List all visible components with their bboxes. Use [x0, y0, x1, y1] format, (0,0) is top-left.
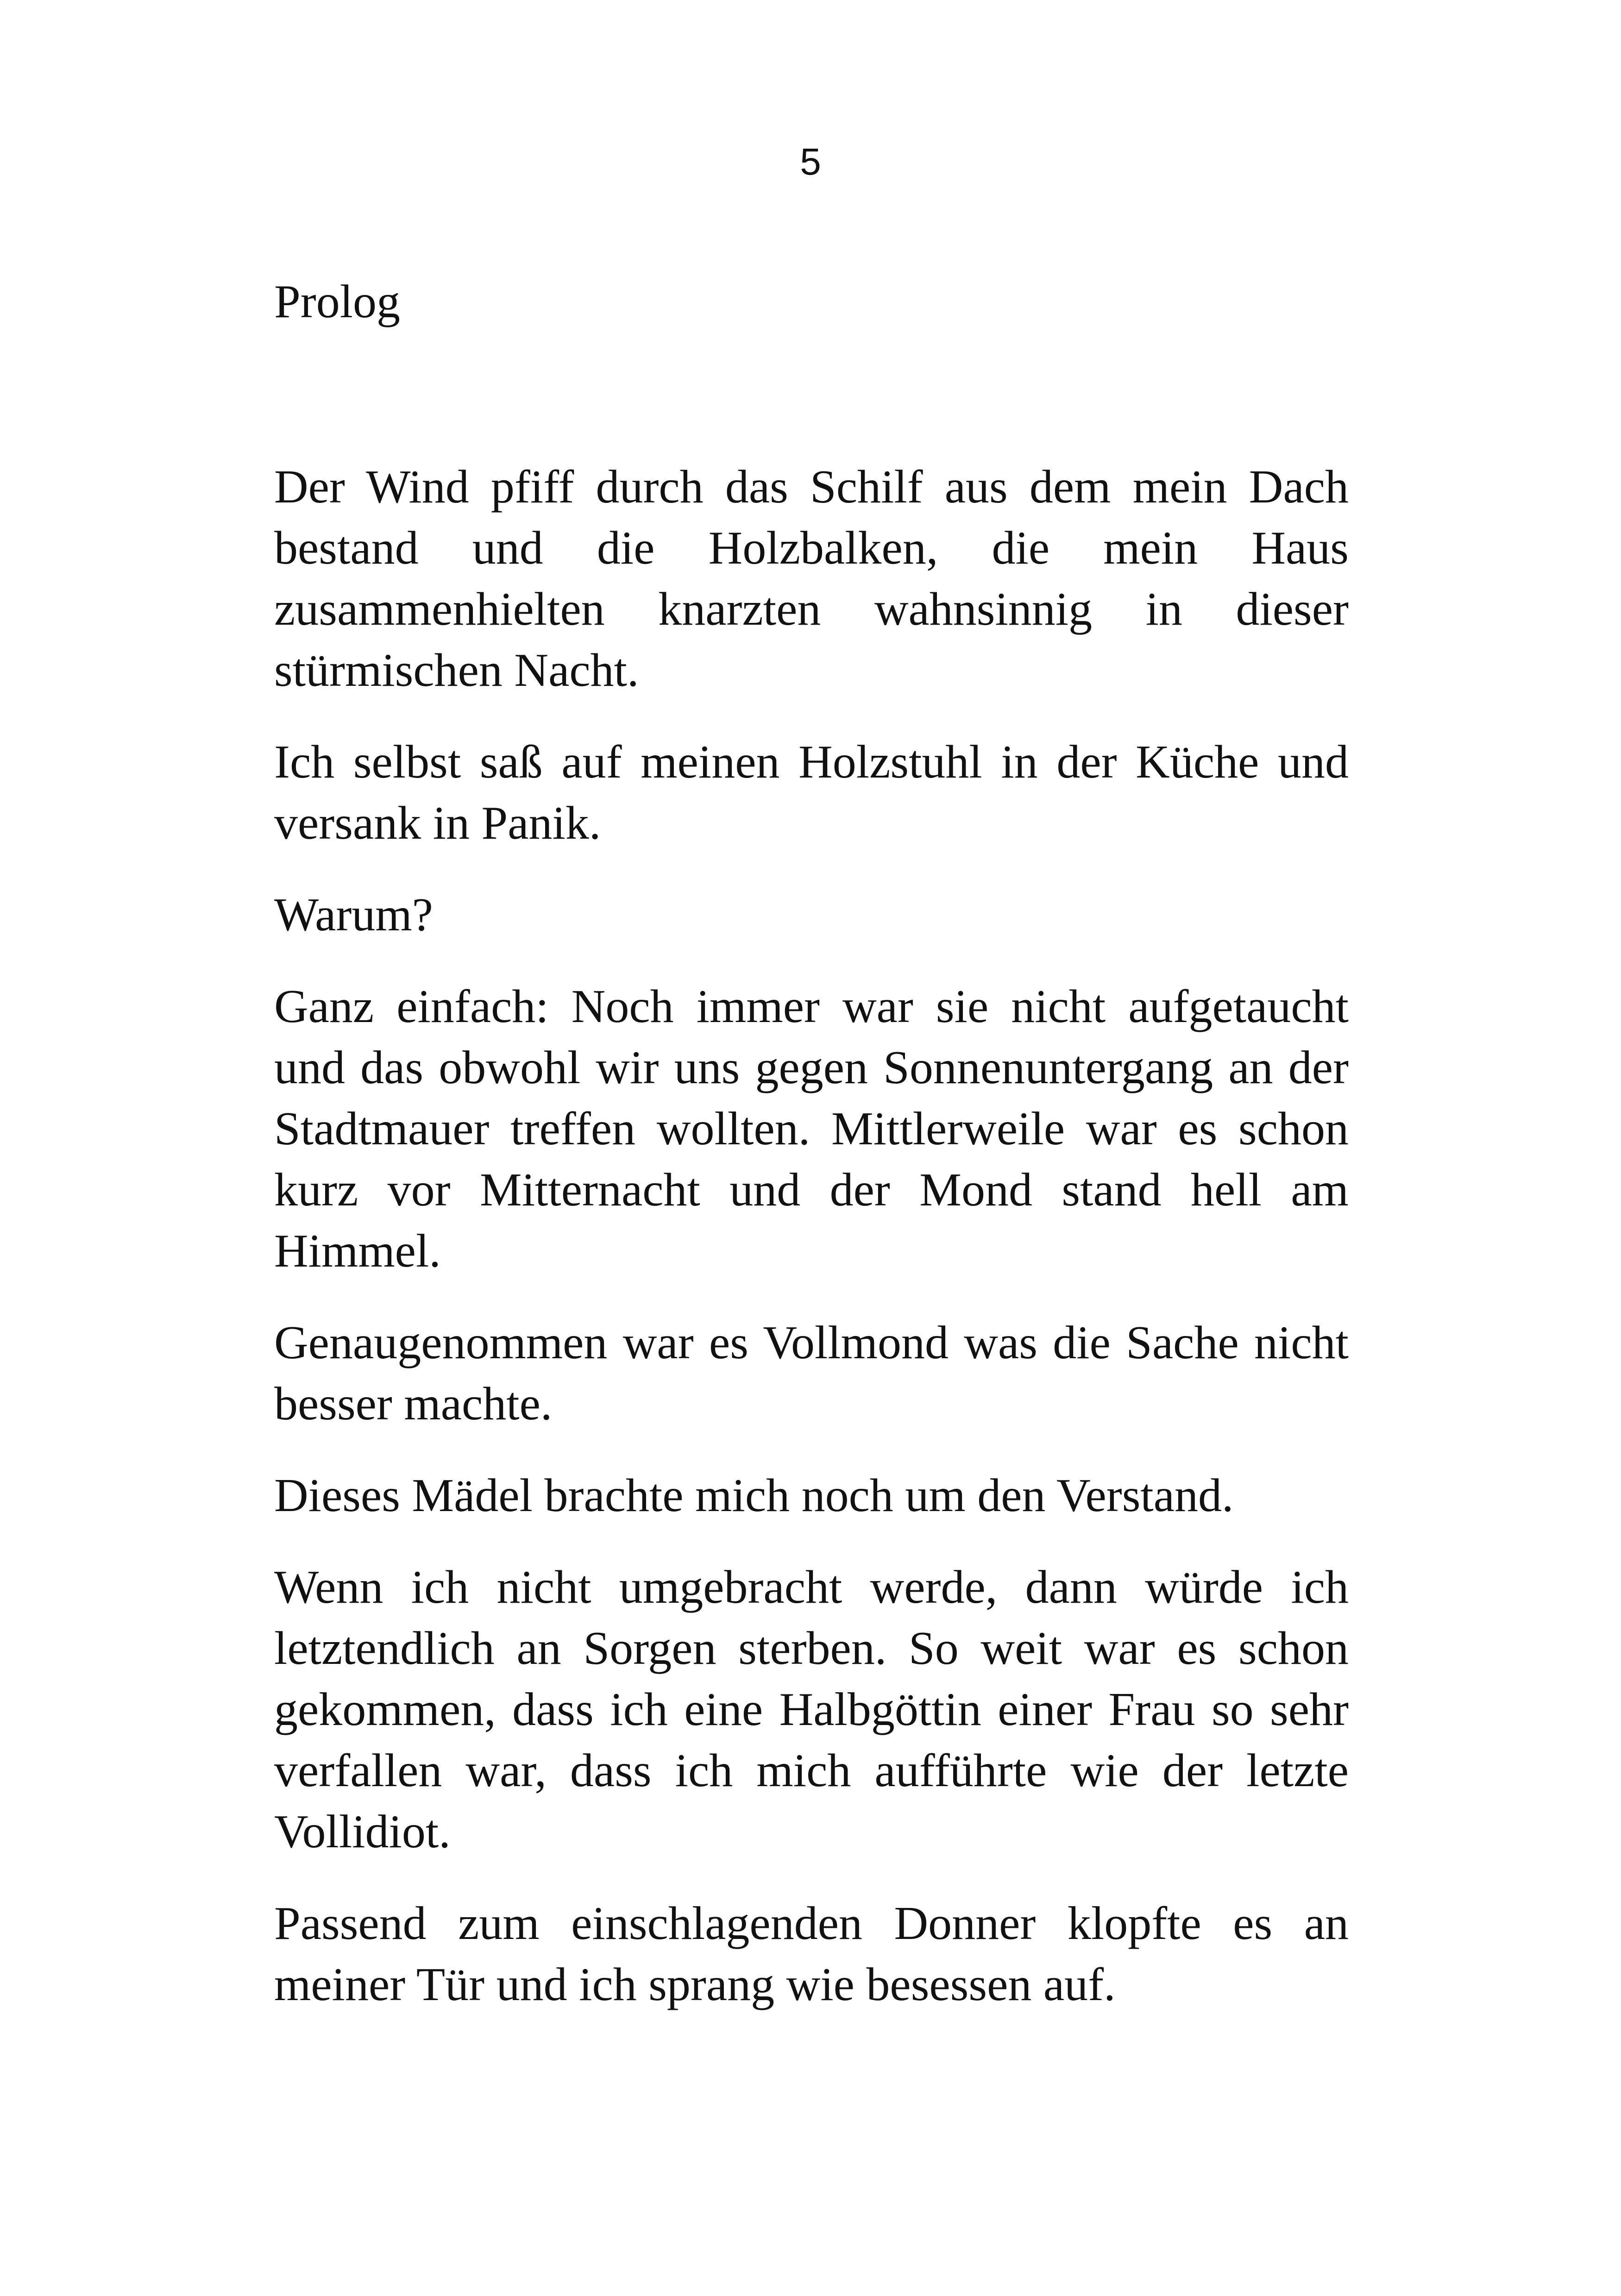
paragraph: Passend zum einschlagenden Donner klopfte es an meiner Tür und ich sprang wie besessen auf. [274, 1897, 1349, 2011]
paragraph: Ganz einfach: Noch immer war sie nicht aufgetaucht und das obwohl wir uns gegen Sonnenuntergang an der Stadtmauer treffen wollten. Mittlerweile war es schon kurz vor Mitternacht und der Mond stand hell am Himmel. [274, 980, 1349, 1277]
paragraph: Der Wind pfiff durch das Schilf aus dem mein Dach bestand und die Holzbalken, die mein Haus zusammenhielten knarzten wahnsinnig in dieser stürmischen Nacht. [274, 461, 1349, 696]
paragraph: Dieses Mädel brachte mich noch um den Verstand. [274, 1469, 1234, 1522]
paragraph: Genaugenommen war es Vollmond was die Sache nicht besser machte. [274, 1317, 1349, 1430]
paragraph: Ich selbst saß auf meinen Holzstuhl in der Küche und versank in Panik. [274, 736, 1349, 849]
body-text [274, 457, 1349, 2015]
paragraph: Wenn ich nicht umgebracht werde, dann würde ich letztendlich an Sorgen sterben. So weit war es schon gekommen, dass ich eine Halbgöttin einer Frau so sehr verfallen war, dass ich mich aufführte wie der letzte Vollidiot. [274, 1561, 1349, 1858]
page-content [274, 271, 1349, 2046]
page-number: 5 [800, 141, 821, 183]
chapter-title: Prolog [274, 276, 401, 328]
paragraph: Warum? [274, 889, 433, 941]
